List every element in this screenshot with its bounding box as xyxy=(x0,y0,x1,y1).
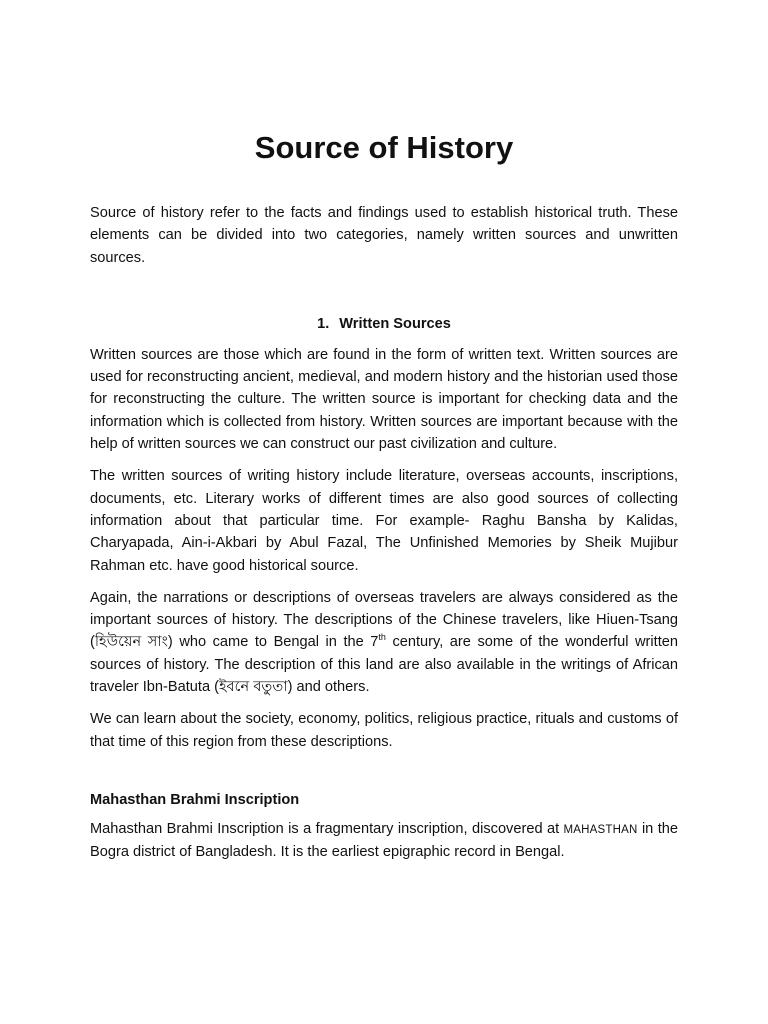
written-sources-paragraph-3 xyxy=(90,587,678,698)
page-title: Source of History xyxy=(254,130,514,165)
superscript-th: th xyxy=(378,632,386,643)
mahasthan-text-a: Mahasthan Brahmi Inscription is a fragmentary inscription, discovered at xyxy=(90,820,564,837)
section-number: 1. xyxy=(317,315,330,332)
paragraph-3-text-a: Again, the narrations or descriptions of overseas travelers are always considered as the important sources of history. The descriptions of the Chinese travelers, like Hiuen-Tsang (হিউয়েন সাং) who came to Bengal in the 7 xyxy=(90,589,678,651)
mahasthan-text-b: in the Bogra district of Bangladesh. It is the earliest epigraphic record in Bengal. xyxy=(90,820,678,861)
mahasthan-paragraph-1 xyxy=(90,818,678,864)
section-heading-written-sources xyxy=(90,313,678,335)
paragraph-3-text-b: century, are some of the wonderful written sources of history. The description of this land are also available in the writings of African traveler Ibn-Batuta (ইবনে বতুতা) and others. xyxy=(90,634,678,696)
written-sources-paragraph-2: The written sources of writing history include literature, overseas accounts, inscriptions, documents, etc. Literary works of different times are also good sources of collecting information about that particular time. For example- Raghu Bansha by Kalidas, Charyapada, Ain-i-Akbari by Abul Fazal, The Unfinished Memories by Sheik Mujibur Rahman etc. have good historical source. xyxy=(90,468,678,574)
section-heading-text: Written Sources xyxy=(339,315,451,332)
written-sources-paragraph-4: We can learn about the society, economy, politics, religious practice, rituals and customs of that time of this region from these descriptions. xyxy=(90,711,678,750)
written-sources-paragraph-1: Written sources are those which are found in the form of written text. Written sources are used for reconstructing ancient, medieval, and modern history and the historian used those for reconstructing the culture. The written source is important for checking data and the information which is collected from history. Written sources are important because with the help of written sources we can construct our past civilization and culture. xyxy=(90,346,678,453)
subheading-mahasthan: Mahasthan Brahmi Inscription xyxy=(90,791,300,808)
intro-paragraph: Source of history refer to the facts and findings used to establish historical truth. These elements can be divided into two categories, namely written sources and unwritten sources. xyxy=(90,205,678,266)
mahasthan-smallcaps: MAHASTHAN xyxy=(563,823,638,836)
